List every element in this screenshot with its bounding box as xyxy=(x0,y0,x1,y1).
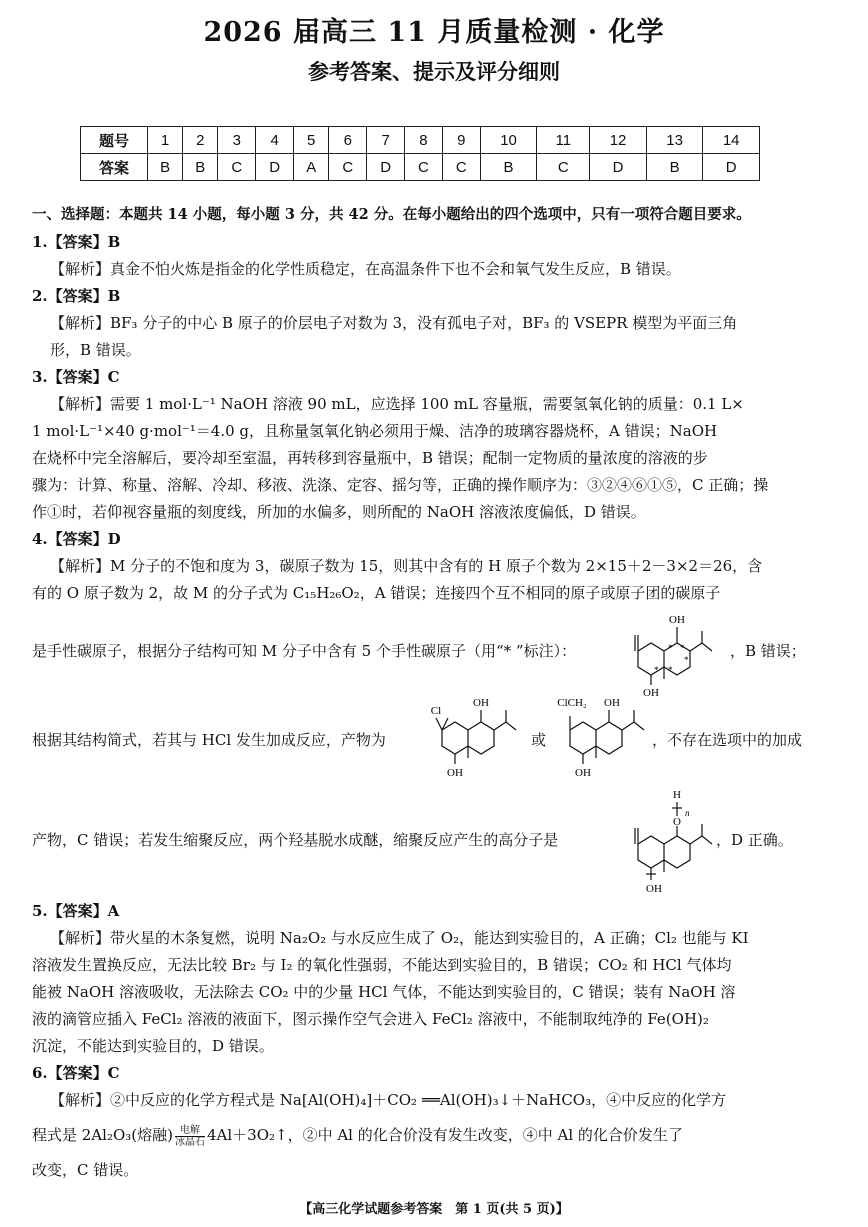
q6-analysis-line: 改变，C 错误。 xyxy=(32,1161,139,1179)
molecule-chiral-structure xyxy=(618,605,728,697)
oh-label: OH xyxy=(643,687,659,697)
table-cell: 6 xyxy=(329,127,367,154)
q4-analysis-line: ，B 错误； xyxy=(730,642,806,660)
q3-analysis-line: 作①时，若仰视容量瓶的刻度线，所加的水偏多，则所配的 NaOH 溶液浓度偏低，D 错误。 xyxy=(32,503,646,521)
q6-equation-right: 4Al＋3O₂↑，②中 Al 的化合价没有发生改变，④中 Al 的化合价发生了 xyxy=(206,1126,683,1144)
q4-analysis-line: ，不存在选项中的加成 xyxy=(652,731,803,749)
table-cell: A xyxy=(294,154,329,181)
page-subtitle: 参考答案、提示及评分细则 xyxy=(308,59,560,84)
q4-analysis-line: ，D 正确。 xyxy=(716,831,793,849)
chiral-star: * xyxy=(654,665,659,675)
q3-analysis-line: 骤为：计算、称量、溶解、冷却、移液、洗涤、定容、摇匀等，正确的操作顺序为：③②④⑥①⑤，C 正确；操 xyxy=(32,476,769,494)
table-cell: D xyxy=(367,154,405,181)
n-label: n xyxy=(685,808,690,818)
q6-answer: 6.【答案】C xyxy=(32,1064,120,1082)
oh-label: OH xyxy=(669,614,685,626)
q5-analysis-line: 液的滴管应插入 FeCl₂ 溶液的液面下，图示操作空气会进入 FeCl₂ 溶液中，不能制取纯净的 Fe(OH)₂ xyxy=(32,1010,709,1028)
chiral-star: * xyxy=(684,655,689,665)
table-cell: 2 xyxy=(183,127,218,154)
oh-label: OH xyxy=(473,697,489,709)
o-label: O xyxy=(673,816,681,828)
table-row-answers xyxy=(81,154,760,181)
q5-analysis-line: 沉淀，不能达到实验目的，D 错误。 xyxy=(32,1037,274,1055)
h-label: H xyxy=(673,789,681,801)
table-cell: D xyxy=(703,154,760,181)
oh-label: OH xyxy=(447,767,463,779)
q4-analysis-line: 是手性碳原子，根据分子结构可知 M 分子中含有 5 个手性碳原子（用“* ”标注）： xyxy=(32,642,577,660)
q4-analysis-line: 根据其结构简式，若其与 HCl 发生加成反应，产物为 xyxy=(32,731,386,749)
table-header-answer: 答案 xyxy=(81,154,148,181)
molecule-polymer xyxy=(618,786,722,898)
table-cell: C xyxy=(405,154,443,181)
q6-analysis-line xyxy=(32,1123,683,1148)
table-row-numbers xyxy=(81,127,760,154)
table-cell: 4 xyxy=(256,127,294,154)
table-cell: 1 xyxy=(148,127,183,154)
table-cell: 11 xyxy=(537,127,590,154)
reaction-condition xyxy=(175,1125,205,1148)
answer-table xyxy=(80,126,760,181)
q5-answer: 5.【答案】A xyxy=(32,902,120,920)
table-cell: C xyxy=(218,154,256,181)
table-cell: 7 xyxy=(367,127,405,154)
table-cell: 12 xyxy=(590,127,647,154)
q3-analysis-line: 在烧杯中完全溶解后，要冷却至室温，再转移到容量瓶中，B 错误；配制一定物质的量浓度的溶液的步 xyxy=(32,449,708,467)
q4-analysis-line: 有的 O 原子数为 2，故 M 的分子式为 C₁₅H₂₆O₂，A 错误；连接四个互不相同的原子或原子团的碳原子 xyxy=(32,584,721,602)
table-cell: 10 xyxy=(480,127,537,154)
page-title: 2026 届高三 11 月质量检测 · 化学 xyxy=(203,17,665,48)
table-cell: 5 xyxy=(294,127,329,154)
molecule-cl-adduct xyxy=(422,690,526,782)
q4-analysis-line: 产物，C 错误；若发生缩聚反应，两个羟基脱水成醚，缩聚反应产生的高分子是 xyxy=(32,831,559,849)
table-cell: B xyxy=(183,154,218,181)
q5-analysis-line: 溶液发生置换反应，无法比较 Br₂ 与 I₂ 的氧化性强弱，不能达到实验目的，B 错误；CO₂ 和 HCl 气体均 xyxy=(32,956,732,974)
table-cell: 13 xyxy=(646,127,703,154)
q2-analysis-line: 形，B 错误。 xyxy=(50,341,141,359)
q6-equation-left: 程式是 2Al₂O₃(熔融) xyxy=(32,1126,173,1144)
table-cell: B xyxy=(480,154,537,181)
table-cell: C xyxy=(329,154,367,181)
cl-label: Cl xyxy=(430,705,442,717)
table-cell: B xyxy=(148,154,183,181)
table-cell: C xyxy=(537,154,590,181)
table-cell: D xyxy=(256,154,294,181)
oh-label: OH xyxy=(646,883,662,895)
table-cell: 3 xyxy=(218,127,256,154)
chiral-star: * xyxy=(668,665,673,675)
table-header-number: 题号 xyxy=(81,127,148,154)
section-heading: 一、选择题：本题共 14 小题，每小题 3 分，共 42 分。在每小题给出的四个选项中，只有一项符合题目要求。 xyxy=(32,206,751,223)
page-footer: 【高三化学试题参考答案 第 1 页(共 5 页)】 xyxy=(299,1202,569,1217)
table-cell: C xyxy=(442,154,480,181)
oh-label: OH xyxy=(604,697,620,709)
q1-answer: 1.【答案】B xyxy=(32,233,121,251)
oh-label: OH xyxy=(575,767,591,779)
q6-analysis-line: 【解析】②中反应的化学方程式是 Na[Al(OH)₄]＋CO₂ ══Al(OH)₃↓＋NaHCO₃，④中反应的化学方 xyxy=(50,1091,727,1109)
chiral-star: * xyxy=(680,643,685,653)
q4-analysis-line: 【解析】M 分子的不饱和度为 3，碳原子数为 15，则其中含有的 H 原子个数为 2×15＋2－3×2＝26，含 xyxy=(50,557,763,575)
chiral-star: * xyxy=(668,643,673,653)
q2-analysis-line: 【解析】BF₃ 分子的中心 B 原子的价层电子对数为 3，没有孤电子对，BF₃ 的 VSEPR 模型为平面三角 xyxy=(50,314,738,332)
table-cell: 14 xyxy=(703,127,760,154)
q4-answer: 4.【答案】D xyxy=(32,530,121,548)
q4-or-word: 或 xyxy=(531,731,547,749)
q3-analysis-line: 1 mol·L⁻¹×40 g·mol⁻¹＝4.0 g，且称量氢氧化钠必须用于燥、洁净的玻璃容器烧杯，A 错误；NaOH xyxy=(32,422,718,440)
q5-analysis-line: 【解析】带火星的木条复燃，说明 Na₂O₂ 与水反应生成了 O₂，能达到实验目的，A 正确；Cl₂ 也能与 KI xyxy=(50,929,749,947)
q5-analysis-line: 能被 NaOH 溶液吸收，无法除去 CO₂ 中的少量 HCl 气体，不能达到实验目的，C 错误；装有 NaOH 溶 xyxy=(32,983,736,1001)
clch2-label: ClCH₂ xyxy=(557,697,587,709)
condition-electrolysis: 电解 xyxy=(175,1125,205,1137)
q3-answer: 3.【答案】C xyxy=(32,368,120,386)
q2-answer: 2.【答案】B xyxy=(32,287,121,305)
q3-analysis-line: 【解析】需要 1 mol·L⁻¹ NaOH 溶液 90 mL，应选择 100 mL 容量瓶，需要氢氧化钠的质量：0.1 L× xyxy=(50,395,744,413)
table-cell: B xyxy=(646,154,703,181)
table-cell: 9 xyxy=(442,127,480,154)
condition-cryolite: 冰晶石 xyxy=(174,1136,205,1148)
table-cell: D xyxy=(590,154,647,181)
q1-analysis: 【解析】真金不怕火炼是指金的化学性质稳定，在高温条件下也不会和氧气发生反应，B 错误。 xyxy=(50,260,681,278)
molecule-clch2-adduct xyxy=(550,690,654,782)
table-cell: 8 xyxy=(405,127,443,154)
